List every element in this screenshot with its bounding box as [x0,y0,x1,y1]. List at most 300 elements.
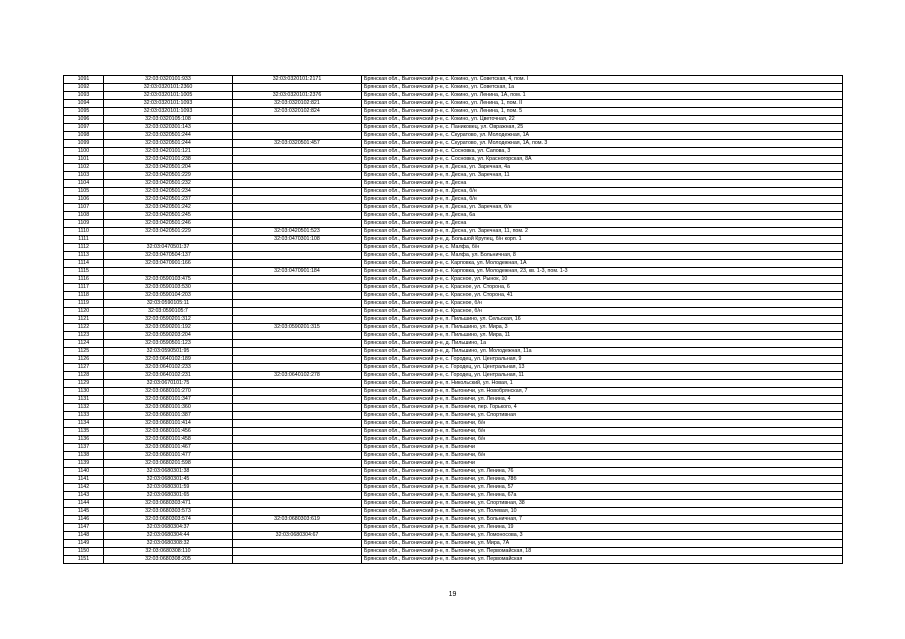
related-cadastral-number-cell [233,172,362,180]
related-cadastral-number-cell [233,308,362,316]
related-cadastral-number-cell [233,412,362,420]
cadastral-number-cell: 32:03:0420501:237 [104,196,233,204]
related-cadastral-number-cell [233,316,362,324]
row-number-cell: 1102 [64,164,104,172]
related-cadastral-number-cell [233,428,362,436]
address-cell: Брянская обл., Выгоничский р-н, п. Никольский, ул. Новая, 1 [362,380,843,388]
address-cell: Брянская обл., Выгоничский р-н, п. Выгоничи, ул. Спортивная [362,412,843,420]
address-cell: Брянская обл., Выгоничский р-н, с. Кокино, ул. Ленина, 1А, пом. 1 [362,92,843,100]
row-number-cell: 1098 [64,132,104,140]
table-row [64,308,843,316]
related-cadastral-number-cell [233,364,362,372]
row-number-cell: 1135 [64,428,104,436]
related-cadastral-number-cell [233,404,362,412]
address-cell: Брянская обл., Выгоничский р-н, п. Десна [362,180,843,188]
table-row [64,500,843,508]
cadastral-number-cell: 32:03:0590105:7 [104,308,233,316]
related-cadastral-number-cell: 32:03:0680303:619 [233,516,362,524]
related-cadastral-number-cell: 32:03:0470301:108 [233,236,362,244]
row-number-cell: 1099 [64,140,104,148]
row-number-cell: 1100 [64,148,104,156]
related-cadastral-number-cell [233,196,362,204]
cadastral-number-cell: 32:03:0680101:270 [104,388,233,396]
table-row [64,292,843,300]
cadastral-number-cell: 32:03:0680101:458 [104,436,233,444]
cadastral-number-cell: 32:03:0640102:233 [104,364,233,372]
row-number-cell: 1134 [64,420,104,428]
related-cadastral-number-cell: 32:03:0680304:67 [233,532,362,540]
related-cadastral-number-cell [233,188,362,196]
address-cell: Брянская обл., Выгоничский р-н, п. Пильшино, ул. Мира, 11 [362,332,843,340]
row-number-cell: 1141 [64,476,104,484]
address-cell: Брянская обл., Выгоничский р-н, п. Десна, 6а [362,212,843,220]
related-cadastral-number-cell [233,396,362,404]
related-cadastral-number-cell: 32:03:0320501:457 [233,140,362,148]
address-cell: Брянская обл., Выгоничский р-н, п. Выгоничи, ул. Ленина, 76 [362,468,843,476]
table-row [64,460,843,468]
table-row [64,164,843,172]
table-row [64,188,843,196]
related-cadastral-number-cell [233,116,362,124]
cadastral-number-cell: 32:03:0590104:203 [104,292,233,300]
row-number-cell: 1117 [64,284,104,292]
cadastral-number-cell: 32:03:0590105:11 [104,300,233,308]
table-row [64,356,843,364]
address-cell: Брянская обл., Выгоничский р-н, с. Городец, ул. Центральная, 9 [362,356,843,364]
cadastral-number-cell: 32:03:0320501:244 [104,140,233,148]
address-cell: Брянская обл., Выгоничский р-н, с. Сосновка, ул. Сапова, 3 [362,148,843,156]
row-number-cell: 1113 [64,252,104,260]
row-number-cell: 1151 [64,556,104,564]
related-cadastral-number-cell [233,204,362,212]
related-cadastral-number-cell [233,252,362,260]
row-number-cell: 1115 [64,268,104,276]
row-number-cell: 1127 [64,364,104,372]
address-cell: Брянская обл., Выгоничский р-н, с. Малфа, ул. Больничная, 8 [362,252,843,260]
cadastral-number-cell: 32:03:0420501:232 [104,180,233,188]
cadastral-number-cell: 32:03:0420501:242 [104,204,233,212]
cadastral-number-cell: 32:03:0590201:192 [104,324,233,332]
cadastral-number-cell: 32:03:0420501:204 [104,164,233,172]
address-cell: Брянская обл., Выгоничский р-н, п. Выгоничи, ул. Спортивная, 38 [362,500,843,508]
related-cadastral-number-cell [233,292,362,300]
table-row [64,236,843,244]
related-cadastral-number-cell [233,380,362,388]
row-number-cell: 1119 [64,300,104,308]
related-cadastral-number-cell [233,132,362,140]
cadastral-number-cell: 32:03:0420501:246 [104,220,233,228]
row-number-cell: 1131 [64,396,104,404]
table-row [64,556,843,564]
related-cadastral-number-cell: 32:03:0420501:523 [233,228,362,236]
table-row [64,372,843,380]
table-row [64,132,843,140]
row-number-cell: 1106 [64,196,104,204]
address-cell: Брянская обл., Выгоничский р-н, с. Красное, ул. Рынок, 10 [362,276,843,284]
address-cell: Брянская обл., Выгоничский р-н, с. Красное, б/н [362,300,843,308]
table-row [64,316,843,324]
related-cadastral-number-cell [233,340,362,348]
related-cadastral-number-cell [233,452,362,460]
cadastral-number-cell: 32:03:0320301:143 [104,124,233,132]
row-number-cell: 1140 [64,468,104,476]
address-cell: Брянская обл., Выгоничский р-н, с. Паниковец, ул. Овражная, 25 [362,124,843,132]
cadastral-number-cell: 32:03:0680303:574 [104,516,233,524]
cadastral-number-cell [104,236,233,244]
address-cell: Брянская обл., Выгоничский р-н, п. Десна, ул. Заречная, 11 [362,172,843,180]
table-row [64,276,843,284]
row-number-cell: 1122 [64,324,104,332]
cadastral-number-cell: 32:03:0680308:205 [104,556,233,564]
address-cell: Брянская обл., Выгоничский р-н, п. Десна, ул. Заречная, 4а [362,164,843,172]
row-number-cell: 1133 [64,412,104,420]
related-cadastral-number-cell: 32:03:0320101:2171 [233,76,362,84]
table-row [64,532,843,540]
table-row [64,508,843,516]
address-cell: Брянская обл., Выгоничский р-н, с. Красное, б/н [362,308,843,316]
table-row [64,116,843,124]
cadastral-number-cell: 32:03:0590203:204 [104,332,233,340]
row-number-cell: 1114 [64,260,104,268]
row-number-cell: 1139 [64,460,104,468]
address-cell: Брянская обл., Выгоничский р-н, с. Карповка, ул. Молодежная, 23, кв. 1-3, пом. 1-3 [362,268,843,276]
page-number: 19 [448,591,457,598]
address-cell: Брянская обл., Выгоничский р-н, п. Пильшино, ул. Сельская, 16 [362,316,843,324]
cadastral-number-cell: 32:03:0680101:456 [104,428,233,436]
row-number-cell: 1105 [64,188,104,196]
cadastral-number-cell: 32:03:0320501:244 [104,132,233,140]
address-cell: Брянская обл., Выгоничский р-н, п. Выгоничи, ул. Первомайская, 18 [362,548,843,556]
cadastral-number-cell: 32:03:0590103:475 [104,276,233,284]
related-cadastral-number-cell [233,276,362,284]
cadastral-number-cell: 32:03:0590201:312 [104,316,233,324]
cadastral-number-cell: 32:03:0590103:530 [104,284,233,292]
related-cadastral-number-cell [233,420,362,428]
cadastral-number-cell: 32:03:0470504:137 [104,252,233,260]
row-number-cell: 1092 [64,84,104,92]
table-row [64,452,843,460]
register-table-body [64,76,843,564]
row-number-cell: 1124 [64,340,104,348]
row-number-cell: 1143 [64,492,104,500]
row-number-cell: 1107 [64,204,104,212]
related-cadastral-number-cell [233,388,362,396]
register-table [63,75,843,564]
row-number-cell: 1125 [64,348,104,356]
cadastral-number-cell: 32:03:0680303:573 [104,508,233,516]
cadastral-number-cell: 32:03:0670101:75 [104,380,233,388]
table-row [64,428,843,436]
related-cadastral-number-cell [233,212,362,220]
row-number-cell: 1120 [64,308,104,316]
cadastral-number-cell: 32:03:0680101:360 [104,404,233,412]
address-cell: Брянская обл., Выгоничский р-н, д. Пильшино, 1а [362,340,843,348]
address-cell: Брянская обл., Выгоничский р-н, п. Выгоничи [362,444,843,452]
table-row [64,380,843,388]
table-row [64,84,843,92]
related-cadastral-number-cell [233,148,362,156]
cadastral-number-cell: 32:03:0680303:471 [104,500,233,508]
address-cell: Брянская обл., Выгоничский р-н, п. Десна, б/н [362,196,843,204]
row-number-cell: 1144 [64,500,104,508]
row-number-cell: 1150 [64,548,104,556]
table-row [64,260,843,268]
cadastral-number-cell: 32:03:0680301:45 [104,476,233,484]
address-cell: Брянская обл., Выгоничский р-н, п. Выгоничи, ул. Первомайская [362,556,843,564]
related-cadastral-number-cell [233,300,362,308]
related-cadastral-number-cell: 32:03:0590201:315 [233,324,362,332]
table-row [64,100,843,108]
row-number-cell: 1101 [64,156,104,164]
row-number-cell: 1093 [64,92,104,100]
cadastral-number-cell: 32:03:0420501:229 [104,228,233,236]
row-number-cell: 1129 [64,380,104,388]
row-number-cell: 1142 [64,484,104,492]
related-cadastral-number-cell [233,84,362,92]
related-cadastral-number-cell: 32:03:0320101:2376 [233,92,362,100]
row-number-cell: 1103 [64,172,104,180]
row-number-cell: 1104 [64,180,104,188]
address-cell: Брянская обл., Выгоничский р-н, с. Красное, ул. Сторона, 6 [362,284,843,292]
table-row [64,268,843,276]
related-cadastral-number-cell [233,468,362,476]
address-cell: Брянская обл., Выгоничский р-н, с. Красное, ул. Сторона, 41 [362,292,843,300]
row-number-cell: 1118 [64,292,104,300]
cadastral-number-cell: 32:03:0320101:933 [104,76,233,84]
row-number-cell: 1148 [64,532,104,540]
address-cell: Брянская обл., Выгоничский р-н, с. Скуратово, ул. Молодежная, 1А, пом. 3 [362,140,843,148]
cadastral-number-cell: 32:03:0590501:123 [104,340,233,348]
row-number-cell: 1096 [64,116,104,124]
cadastral-number-cell: 32:03:0420501:234 [104,188,233,196]
cadastral-number-cell: 32:03:0680101:347 [104,396,233,404]
table-row [64,284,843,292]
cadastral-number-cell: 32:03:0320101:1093 [104,100,233,108]
cadastral-number-cell: 32:03:0420101:121 [104,148,233,156]
table-row [64,180,843,188]
address-cell: Брянская обл., Выгоничский р-н, с. Малфа, б/н [362,244,843,252]
cadastral-number-cell: 32:03:0680304:37 [104,524,233,532]
cadastral-number-cell: 32:03:0680304:44 [104,532,233,540]
related-cadastral-number-cell [233,556,362,564]
cadastral-number-cell: 32:03:0320105:108 [104,116,233,124]
table-row [64,92,843,100]
related-cadastral-number-cell [233,436,362,444]
table-row [64,140,843,148]
table-row [64,252,843,260]
table-row [64,108,843,116]
related-cadastral-number-cell [233,508,362,516]
cadastral-number-cell: 32:03:0320101:1005 [104,92,233,100]
related-cadastral-number-cell [233,332,362,340]
address-cell: Брянская обл., Выгоничский р-н, п. Десна [362,220,843,228]
table-row [64,540,843,548]
table-row [64,436,843,444]
cadastral-number-cell [104,268,233,276]
table-row [64,228,843,236]
related-cadastral-number-cell: 32:03:0640102:278 [233,372,362,380]
row-number-cell: 1110 [64,228,104,236]
address-cell: Брянская обл., Выгоничский р-н, п. Выгоничи, ул. Ленина, 19 [362,524,843,532]
row-number-cell: 1126 [64,356,104,364]
related-cadastral-number-cell [233,284,362,292]
cadastral-number-cell: 32:03:0640102:189 [104,356,233,364]
row-number-cell: 1094 [64,100,104,108]
related-cadastral-number-cell [233,164,362,172]
address-cell: Брянская обл., Выгоничский р-н, с. Городец, ул. Центральная, 11 [362,372,843,380]
table-row [64,156,843,164]
address-cell: Брянская обл., Выгоничский р-н, п. Выгоничи, ул. Новобрянская, 7 [362,388,843,396]
related-cadastral-number-cell [233,244,362,252]
table-row [64,476,843,484]
cadastral-number-cell: 32:03:0680301:59 [104,484,233,492]
table-row [64,340,843,348]
table-row [64,148,843,156]
table-row [64,516,843,524]
related-cadastral-number-cell [233,356,362,364]
address-cell: Брянская обл., Выгоничский р-н, п. Выгоничи, ул. Полевая, 10 [362,508,843,516]
table-row [64,468,843,476]
table-row [64,196,843,204]
cadastral-number-cell: 32:03:0680101:477 [104,452,233,460]
address-cell: Брянская обл., Выгоничский р-н, п. Выгоничи, ул. Больничная, 7 [362,516,843,524]
address-cell: Брянская обл., Выгоничский р-н, с. Скуратово, ул. Молодежная, 1А [362,132,843,140]
address-cell: Брянская обл., Выгоничский р-н, п. Выгоничи, ул. Мира, 7А [362,540,843,548]
related-cadastral-number-cell: 32:03:0320102:821 [233,100,362,108]
related-cadastral-number-cell: 32:03:0470901:184 [233,268,362,276]
row-number-cell: 1146 [64,516,104,524]
row-number-cell: 1147 [64,524,104,532]
row-number-cell: 1091 [64,76,104,84]
related-cadastral-number-cell [233,444,362,452]
related-cadastral-number-cell [233,500,362,508]
row-number-cell: 1121 [64,316,104,324]
table-row [64,204,843,212]
row-number-cell: 1130 [64,388,104,396]
row-number-cell: 1145 [64,508,104,516]
related-cadastral-number-cell [233,156,362,164]
related-cadastral-number-cell [233,460,362,468]
address-cell: Брянская обл., Выгоничский р-н, п. Выгоничи, ул. Ломоносова, 3 [362,532,843,540]
table-row [64,444,843,452]
cadastral-number-cell: 32:03:0470501:37 [104,244,233,252]
address-cell: Брянская обл., Выгоничский р-н, п. Выгоничи, ул. Ленина, 67а [362,492,843,500]
address-cell: Брянская обл., Выгоничский р-н, п. Выгоничи, б/н [362,452,843,460]
address-cell: Брянская обл., Выгоничский р-н, с. Карповка, ул. Молодежная, 1А [362,260,843,268]
related-cadastral-number-cell [233,180,362,188]
address-cell: Брянская обл., Выгоничский р-н, д. Пильшино, ул. Молодежная, 11а [362,348,843,356]
address-cell: Брянская обл., Выгоничский р-н, п. Выгоничи, пер. Горького, 4 [362,404,843,412]
address-cell: Брянская обл., Выгоничский р-н, п. Выгоничи, б/н [362,428,843,436]
cadastral-number-cell: 32:03:0420501:229 [104,172,233,180]
cadastral-number-cell: 32:03:0470901:166 [104,260,233,268]
table-row [64,524,843,532]
table-row [64,364,843,372]
address-cell: Брянская обл., Выгоничский р-н, с. Кокино, ул. Советская, 1а [362,84,843,92]
cadastral-number-cell: 32:03:0680101:387 [104,412,233,420]
row-number-cell: 1116 [64,276,104,284]
cadastral-number-cell: 32:03:0680301:65 [104,492,233,500]
related-cadastral-number-cell [233,540,362,548]
address-cell: Брянская обл., Выгоничский р-н, с. Кокино, ул. Цветочная, 22 [362,116,843,124]
table-row [64,172,843,180]
row-number-cell: 1112 [64,244,104,252]
table-row [64,388,843,396]
address-cell: Брянская обл., Выгоничский р-н, п. Десна, б/н [362,188,843,196]
address-cell: Брянская обл., Выгоничский р-н, с. Сосновка, ул. Красногорская, 8А [362,156,843,164]
address-cell: Брянская обл., Выгоничский р-н, с. Кокино, ул. Советская, 4, пом. I [362,76,843,84]
table-row [64,348,843,356]
table-row [64,492,843,500]
address-cell: Брянская обл., Выгоничский р-н, п. Выгоничи, ул. Ленина, 57 [362,484,843,492]
address-cell: Брянская обл., Выгоничский р-н, д. Большой Крупец, б/н корп. 1 [362,236,843,244]
cadastral-number-cell: 32:03:0680101:414 [104,420,233,428]
related-cadastral-number-cell [233,476,362,484]
table-row [64,300,843,308]
row-number-cell: 1138 [64,452,104,460]
cadastral-number-cell: 32:03:0420101:238 [104,156,233,164]
address-cell: Брянская обл., Выгоничский р-н, с. Кокино, ул. Ленина, 1, пом. 5 [362,108,843,116]
related-cadastral-number-cell [233,492,362,500]
table-row [64,420,843,428]
related-cadastral-number-cell [233,524,362,532]
row-number-cell: 1097 [64,124,104,132]
table-row [64,412,843,420]
table-row [64,220,843,228]
row-number-cell: 1128 [64,372,104,380]
related-cadastral-number-cell [233,548,362,556]
row-number-cell: 1123 [64,332,104,340]
related-cadastral-number-cell: 32:03:0320102:824 [233,108,362,116]
cadastral-number-cell: 32:03:0320101:1093 [104,108,233,116]
address-cell: Брянская обл., Выгоничский р-н, п. Выгоничи [362,460,843,468]
cadastral-number-cell: 32:03:0680301:38 [104,468,233,476]
table-row [64,396,843,404]
table-row [64,76,843,84]
related-cadastral-number-cell [233,484,362,492]
address-cell: Брянская обл., Выгоничский р-н, с. Кокино, ул. Ленина, 1, пом. II [362,100,843,108]
address-cell: Брянская обл., Выгоничский р-н, п. Выгоничи, б/н [362,436,843,444]
cadastral-number-cell: 32:03:0320101:2360 [104,84,233,92]
related-cadastral-number-cell [233,124,362,132]
row-number-cell: 1111 [64,236,104,244]
cadastral-number-cell: 32:03:0640102:231 [104,372,233,380]
address-cell: Брянская обл., Выгоничский р-н, п. Десна, ул. Заречная, б/н [362,204,843,212]
row-number-cell: 1149 [64,540,104,548]
cadastral-number-cell: 32:03:0680308:110 [104,548,233,556]
cadastral-number-cell: 32:03:0590501:95 [104,348,233,356]
related-cadastral-number-cell [233,348,362,356]
row-number-cell: 1137 [64,444,104,452]
cadastral-number-cell: 32:03:0420501:245 [104,212,233,220]
related-cadastral-number-cell [233,260,362,268]
cadastral-number-cell: 32:03:0680308:32 [104,540,233,548]
cadastral-number-cell: 32:03:0680201:598 [104,460,233,468]
table-row [64,548,843,556]
cadastral-number-cell: 32:03:0680101:467 [104,444,233,452]
address-cell: Брянская обл., Выгоничский р-н, п. Пильшино, ул. Мира, 3 [362,324,843,332]
table-row [64,484,843,492]
address-cell: Брянская обл., Выгоничский р-н, п. Выгоничи, ул. Ленина, 4 [362,396,843,404]
table-row [64,324,843,332]
row-number-cell: 1136 [64,436,104,444]
address-cell: Брянская обл., Выгоничский р-н, п. Выгоничи, б/н [362,420,843,428]
table-row [64,124,843,132]
table-row [64,404,843,412]
row-number-cell: 1108 [64,212,104,220]
row-number-cell: 1132 [64,404,104,412]
address-cell: Брянская обл., Выгоничский р-н, с. Городец, ул. Центральная, 13 [362,364,843,372]
